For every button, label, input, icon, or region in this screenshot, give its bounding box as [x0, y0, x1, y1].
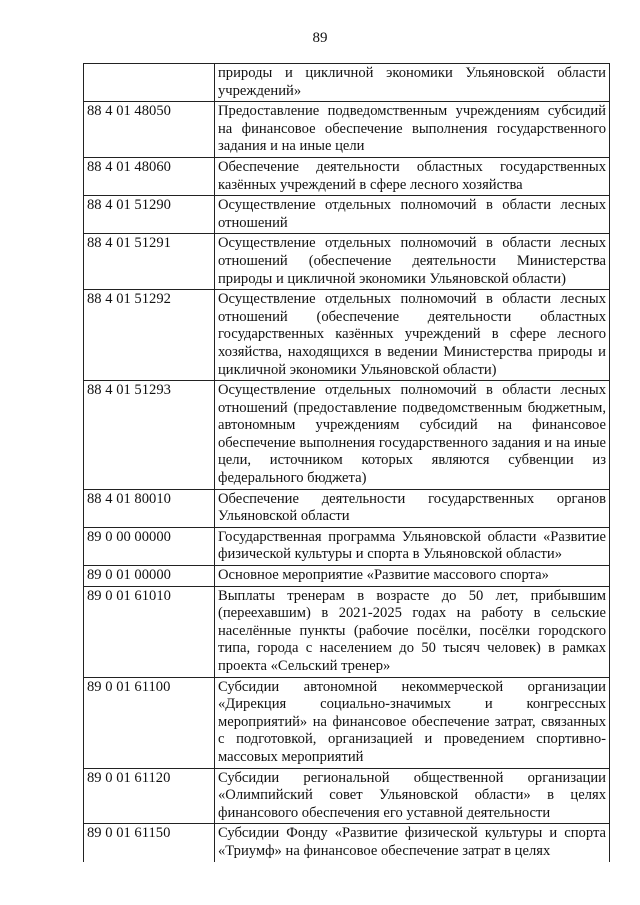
table-row: [84, 586, 610, 677]
table-row: [84, 824, 610, 862]
row-description: Осуществление отдельных полномочий в области лесных отношений (обеспечение деятельности областных государственных казённых учреждений в сфере лесного хозяйства, находящихся в ведении Министерства природы и цикличной экономики Ульяновской области): [215, 290, 610, 381]
row-description: природы и цикличной экономики Ульяновской области учреждений»: [215, 64, 610, 102]
table-row: [84, 157, 610, 195]
table-row: [84, 768, 610, 824]
row-code: 88 4 01 48050: [84, 102, 215, 158]
table-row: [84, 489, 610, 527]
table-row: [84, 234, 610, 290]
row-code: 88 4 01 51291: [84, 234, 215, 290]
row-description: Осуществление отдельных полномочий в области лесных отношений: [215, 196, 610, 234]
row-description: Обеспечение деятельности областных государственных казённых учреждений в сфере лесного хозяйства: [215, 157, 610, 195]
row-code: 89 0 01 61150: [84, 824, 215, 862]
row-description: Субсидии региональной общественной организации «Олимпийский совет Ульяновской области» в целях финансового обеспечения его уставной деятельности: [215, 768, 610, 824]
row-code: 89 0 00 00000: [84, 527, 215, 565]
table-row: [84, 196, 610, 234]
row-code: 88 4 01 51290: [84, 196, 215, 234]
table-row: [84, 64, 610, 102]
page-number: 89: [312, 30, 328, 46]
row-description: Выплаты тренерам в возрасте до 50 лет, прибывшим (переехавшим) в 2021-2025 годах на работу в сельские населённые пункты (рабочие посёлки, посёлки городского типа, города с населением до 50 тысяч человек) в рамках проекта «Сельский тренер»: [215, 586, 610, 677]
row-code: 89 0 01 61120: [84, 768, 215, 824]
row-description: Субсидии автономной некоммерческой организации «Дирекция социально-значимых и конгрессных мероприятий» на финансовое обеспечение затрат, связанных с подготовкой, организацией и проведением спортивно-массовых мероприятий: [215, 677, 610, 768]
row-code: 89 0 01 61010: [84, 586, 215, 677]
row-description: Основное мероприятие «Развитие массового спорта»: [215, 566, 610, 587]
row-code: 88 4 01 80010: [84, 489, 215, 527]
row-description: Государственная программа Ульяновской области «Развитие физической культуры и спорта в Ульяновской области»: [215, 527, 610, 565]
table-row: [84, 290, 610, 381]
row-description: Субсидии Фонду «Развитие физической культуры и спорта «Триумф» на финансовое обеспечение затрат в целях: [215, 824, 610, 862]
row-code: 89 0 01 00000: [84, 566, 215, 587]
table-row: [84, 102, 610, 158]
row-description: Осуществление отдельных полномочий в области лесных отношений (предоставление подведомственным бюджетным, автономным учреждениям субсидий на финансовое обеспечение выполнения государственного задания и на иные цели, источником которых являются субвенции из федерального бюджета): [215, 381, 610, 490]
row-code: [84, 64, 215, 102]
row-description: Предоставление подведомственным учреждениям субсидий на финансовое обеспечение выполнения государственного задания и на иные цели: [215, 102, 610, 158]
row-code: 88 4 01 51293: [84, 381, 215, 490]
table-row: [84, 566, 610, 587]
table-row: [84, 527, 610, 565]
row-code: 88 4 01 48060: [84, 157, 215, 195]
table-row: [84, 381, 610, 490]
row-description: Обеспечение деятельности государственных органов Ульяновской области: [215, 489, 610, 527]
table-row: [84, 677, 610, 768]
row-code: 89 0 01 61100: [84, 677, 215, 768]
page-bottom-margin: [0, 862, 640, 905]
row-code: 88 4 01 51292: [84, 290, 215, 381]
budget-classification-table: [83, 63, 610, 863]
row-description: Осуществление отдельных полномочий в области лесных отношений (обеспечение деятельности Министерства природы и цикличной экономики Ульяновской области): [215, 234, 610, 290]
